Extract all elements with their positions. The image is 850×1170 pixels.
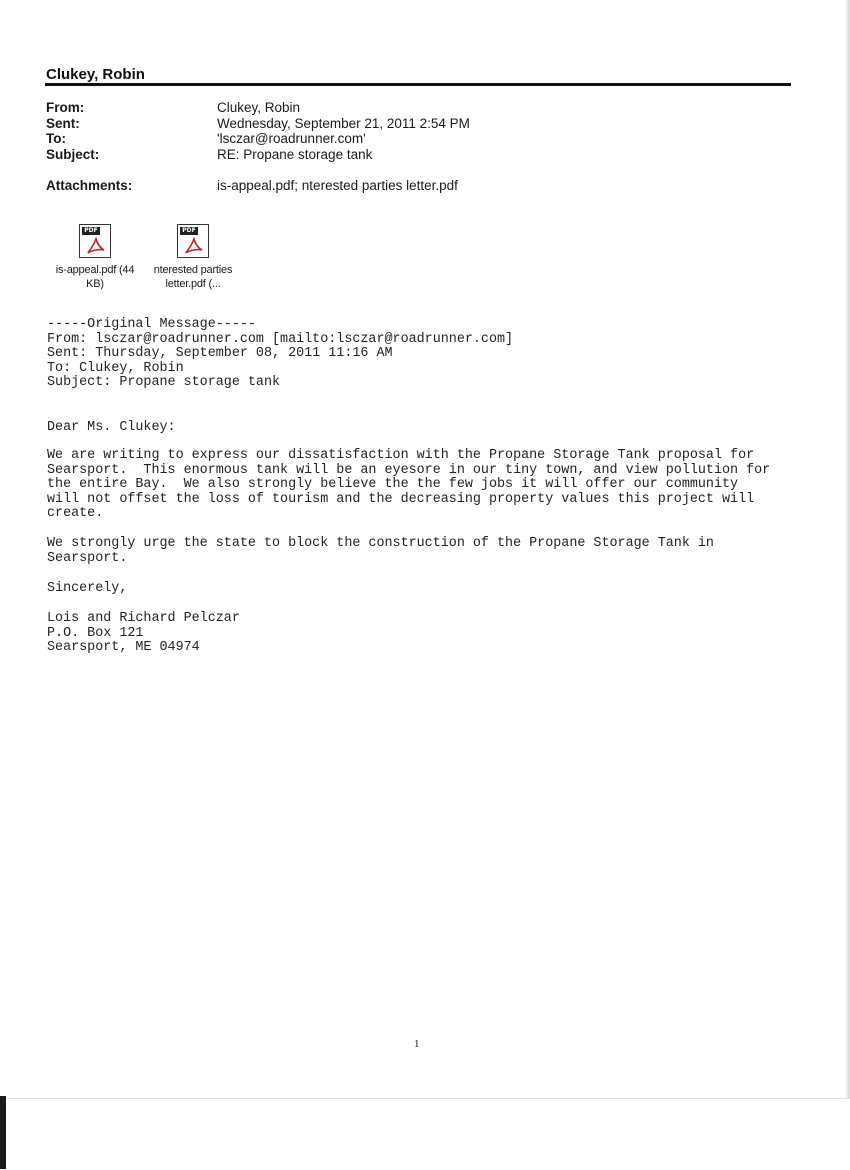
- signature-line: Lois and Richard Pelczar: [47, 611, 240, 626]
- attachment-caption-line: nterested parties: [153, 264, 233, 276]
- paragraph-line: We are writing to express our dissatisfaction with the Propane Storage Tank proposal for: [47, 448, 755, 463]
- paragraph-line: Searsport. This enormous tank will be an eyesore in our tiny town, and view pollution for: [47, 462, 771, 478]
- original-subject: Subject: Propane storage tank: [47, 375, 281, 391]
- meta-to-label: To:: [46, 131, 66, 146]
- attachment-caption-line: KB): [86, 278, 104, 290]
- meta-sent-value: Wednesday, September 21, 2011 2:54 PM: [217, 116, 470, 131]
- attachment-caption: [145, 263, 241, 291]
- attachment-interested-parties[interactable]: [145, 224, 241, 291]
- acrobat-swirl-icon: [184, 237, 204, 255]
- meta-from-value: Clukey, Robin: [217, 100, 301, 115]
- attachment-caption-line: is-appeal.pdf (44: [55, 264, 135, 276]
- mailbox-owner: Clukey, Robin: [46, 66, 145, 83]
- scan-edge: [846, 0, 850, 1100]
- meta-from-label: From:: [46, 100, 85, 115]
- meta-subject-value: RE: Propane storage tank: [217, 147, 373, 162]
- original-message-divider: -----Original Message-----: [47, 317, 256, 332]
- paragraph-line: will not offset the loss of tourism and the decreasing property values this project will: [47, 491, 755, 507]
- pdf-icon: [79, 224, 111, 258]
- pdf-icon-tag: PDF: [82, 227, 100, 235]
- attachment-is-appeal[interactable]: [47, 224, 143, 291]
- paragraph-line: We strongly urge the state to block the construction of the Propane Storage Tank in: [47, 536, 714, 551]
- meta-to-value: 'lsczar@roadrunner.com': [217, 131, 366, 146]
- letter-paragraph-2: [47, 537, 714, 566]
- meta-subject-label: Subject:: [46, 147, 100, 162]
- meta-sent-label: Sent:: [46, 116, 80, 131]
- scan-shadow: [0, 1096, 6, 1169]
- signature-line: Searsport, ME 04974: [47, 640, 200, 656]
- original-sent: Sent: Thursday, September 08, 2011 11:16 AM: [47, 346, 393, 362]
- pdf-icon-tag: PDF: [180, 227, 198, 235]
- letter-paragraph-1: [47, 449, 770, 522]
- salutation: Dear Ms. Clukey:: [47, 420, 176, 435]
- pdf-icon: [177, 224, 209, 258]
- original-to: To: Clukey, Robin: [47, 360, 184, 376]
- acrobat-swirl-icon: [86, 237, 106, 255]
- closing: Sincerely,: [47, 581, 128, 596]
- signature-line: P.O. Box 121: [47, 625, 144, 641]
- meta-attachments-label: Attachments:: [46, 178, 133, 193]
- meta-attachments-value: is-appeal.pdf; nterested parties letter.pdf: [217, 178, 458, 193]
- attachment-caption: [47, 263, 143, 291]
- page-number: 1: [414, 1038, 420, 1050]
- paragraph-line: the entire Bay. We also strongly believe the the few jobs it will offer our community: [47, 477, 739, 493]
- signature-block: [47, 612, 240, 656]
- original-from: From: lsczar@roadrunner.com [mailto:lsczar@roadrunner.com]: [47, 331, 514, 347]
- paragraph-line: Searsport.: [47, 550, 128, 566]
- attachment-caption-line: letter.pdf (...: [165, 278, 221, 290]
- paragraph-line: create.: [47, 506, 104, 522]
- original-message-block: [47, 318, 513, 391]
- header-divider: [45, 83, 791, 86]
- scan-margin: [0, 1098, 850, 1170]
